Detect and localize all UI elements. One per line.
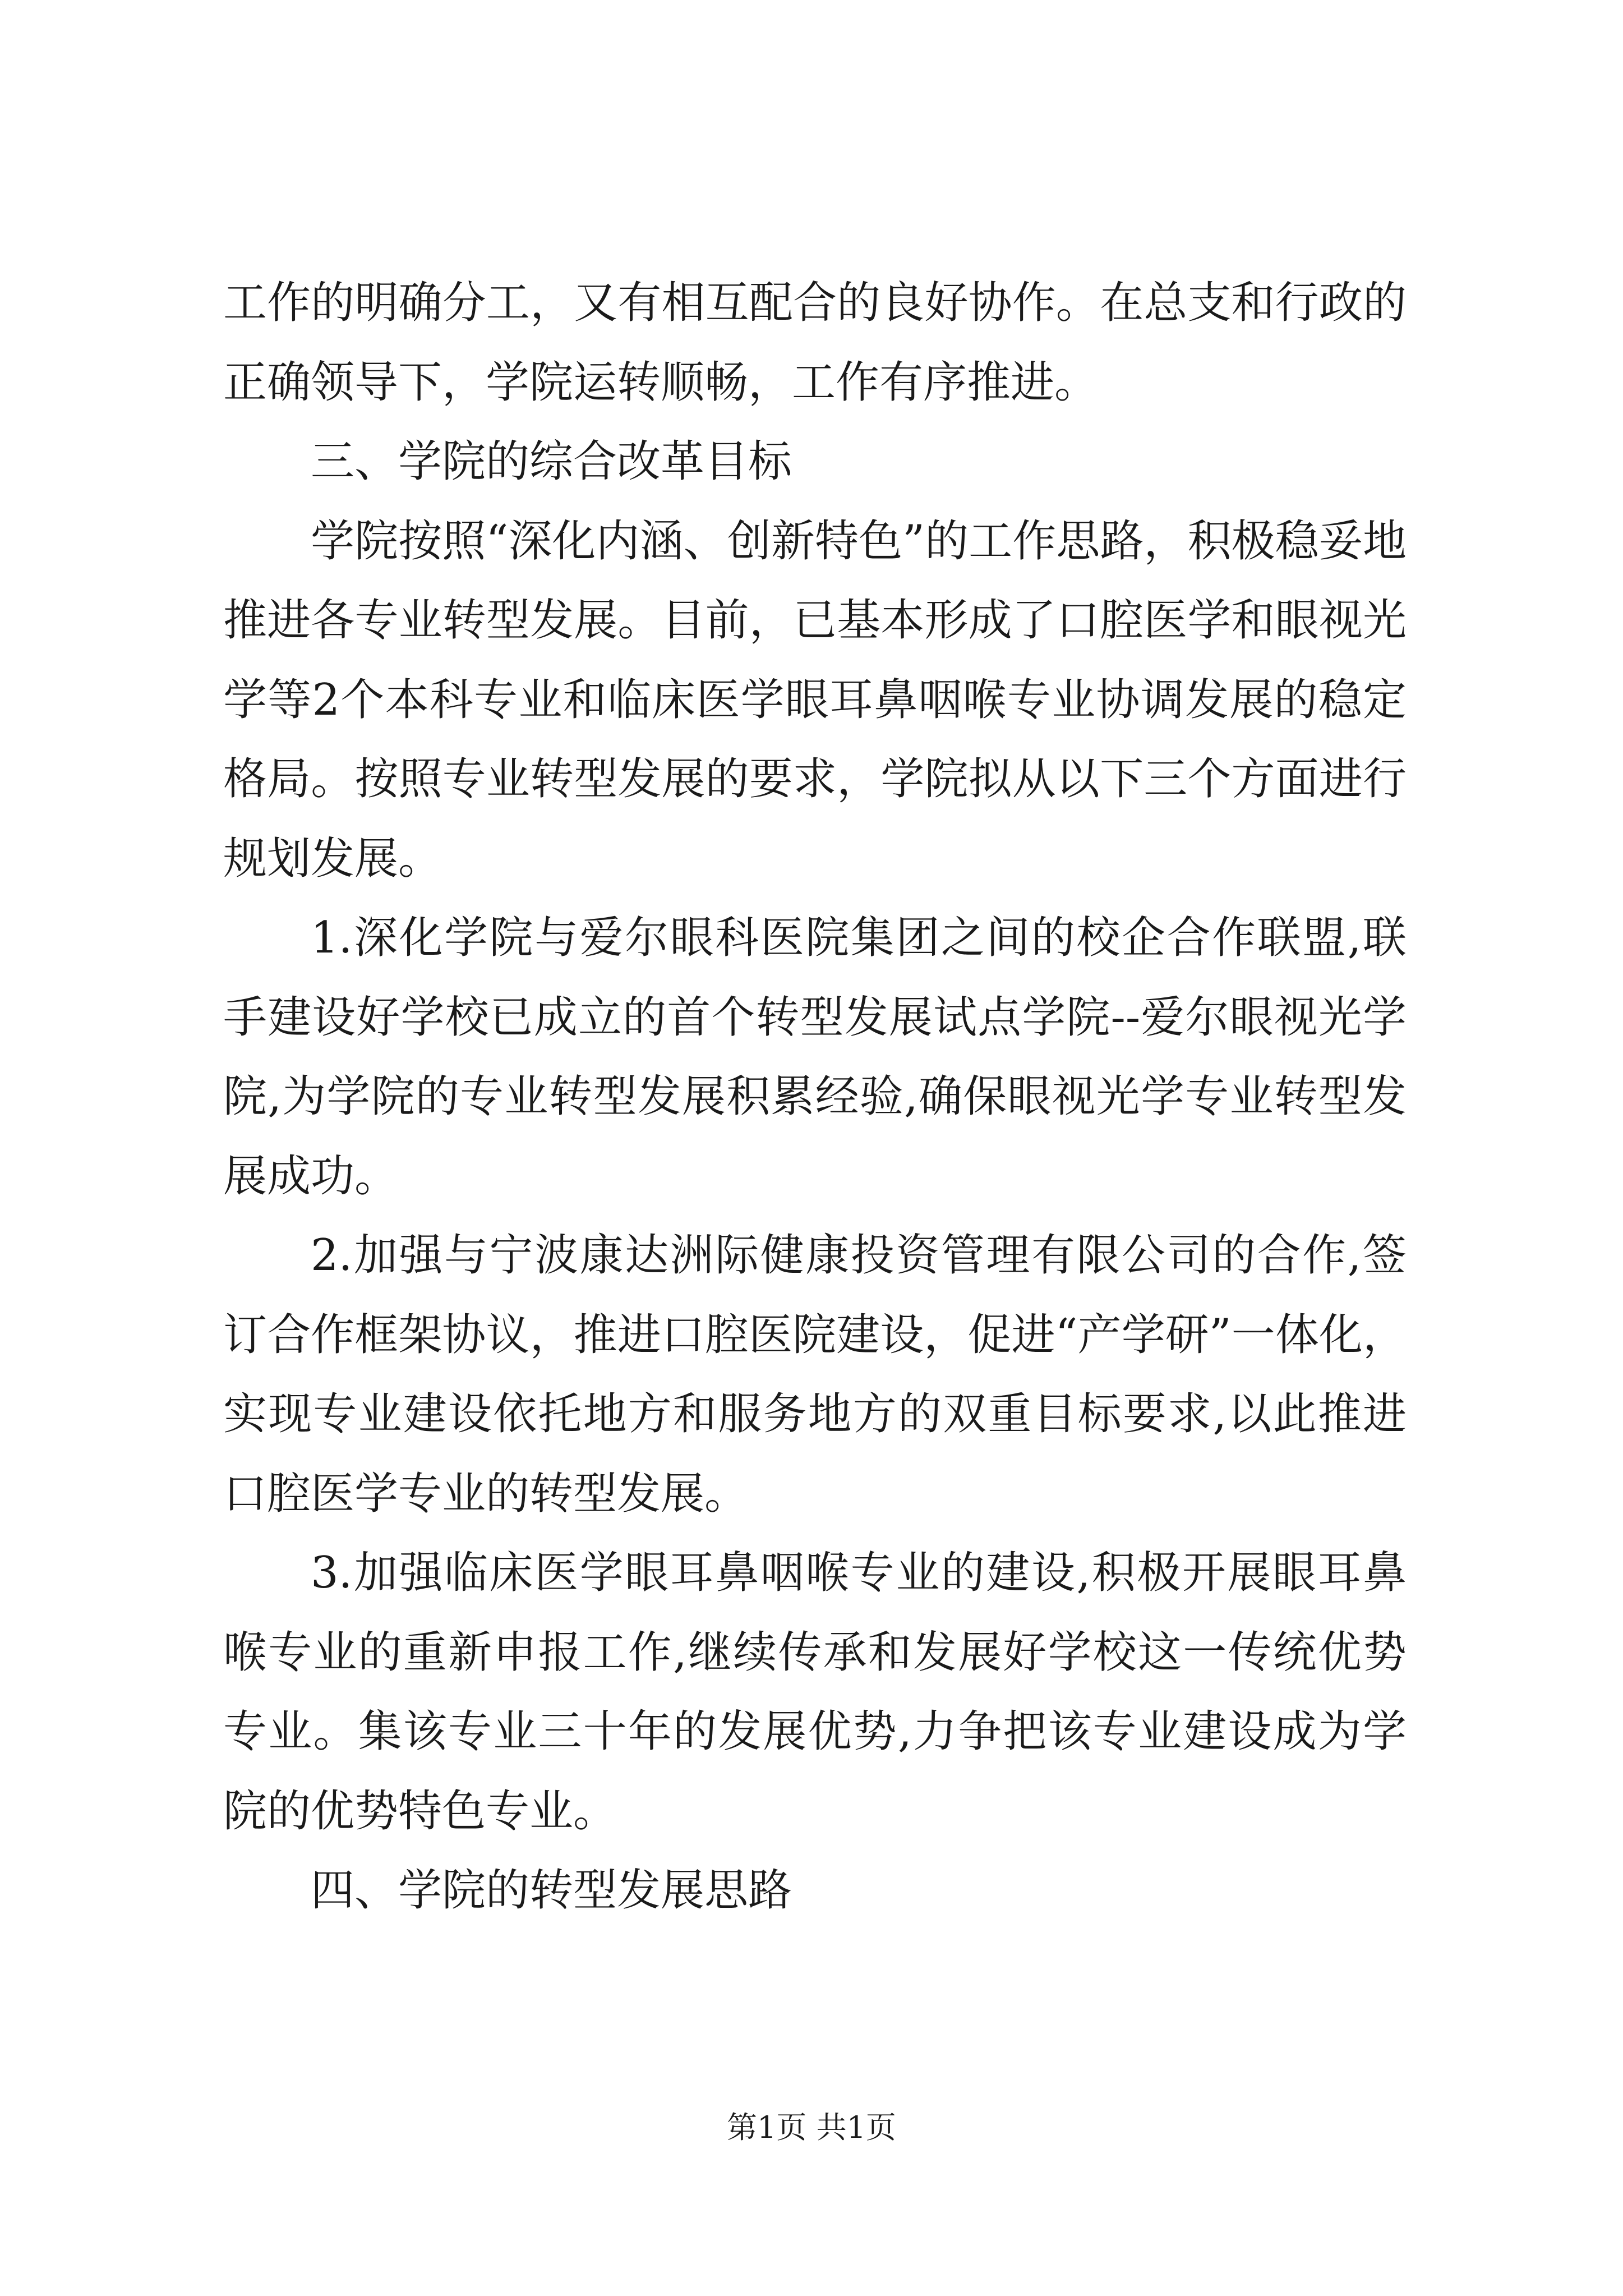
paragraph-item-2: 2.加强与宁波康达洲际健康投资管理有限公司的合作,签订合作框架协议，推进口腔医院建设，促进“产学研”一体化，实现专业建设依托地方和服务地方的双重目标要求,以此推进口腔医学专业的转型发展。 [223,1230,1407,1519]
paragraph-continuation: 工作的明确分工，又有相互配合的良好协作。在总支和行政的正确领导下，学院运转顺畅，工作有序推进。 [223,278,1407,408]
paragraph-item-3: 3.加强临床医学眼耳鼻咽喉专业的建设,积极开展眼耳鼻喉专业的重新申报工作,继续传承和发展好学校这一传统优势专业。集该专业三十年的发展优势,力争把该专业建设成为学院的优势特色专业。 [223,1548,1407,1837]
section-heading-4: 四、学院的转型发展思路 [311,1865,792,1916]
document-body [223,264,1407,1931]
page-footer: 第1页 共1页 [727,2110,896,2145]
section-heading-3: 三、学院的综合改革目标 [311,436,792,487]
paragraph-reform-goals: 学院按照“深化内涵、创新特色”的工作思路，积极稳妥地推进各专业转型发展。目前，已基本形成了口腔医学和眼视光学等2个本科专业和临床医学眼耳鼻咽喉专业协调发展的稳定格局。按照专业转型发展的要求，学院拟从以下三个方面进行规划发展。 [223,516,1407,884]
paragraph-item-1: 1.深化学院与爱尔眼科医院集团之间的校企合作联盟,联手建设好学校已成立的首个转型发展试点学院--爱尔眼视光学院,为学院的专业转型发展积累经验,确保眼视光学专业转型发展成功。 [223,913,1407,1202]
